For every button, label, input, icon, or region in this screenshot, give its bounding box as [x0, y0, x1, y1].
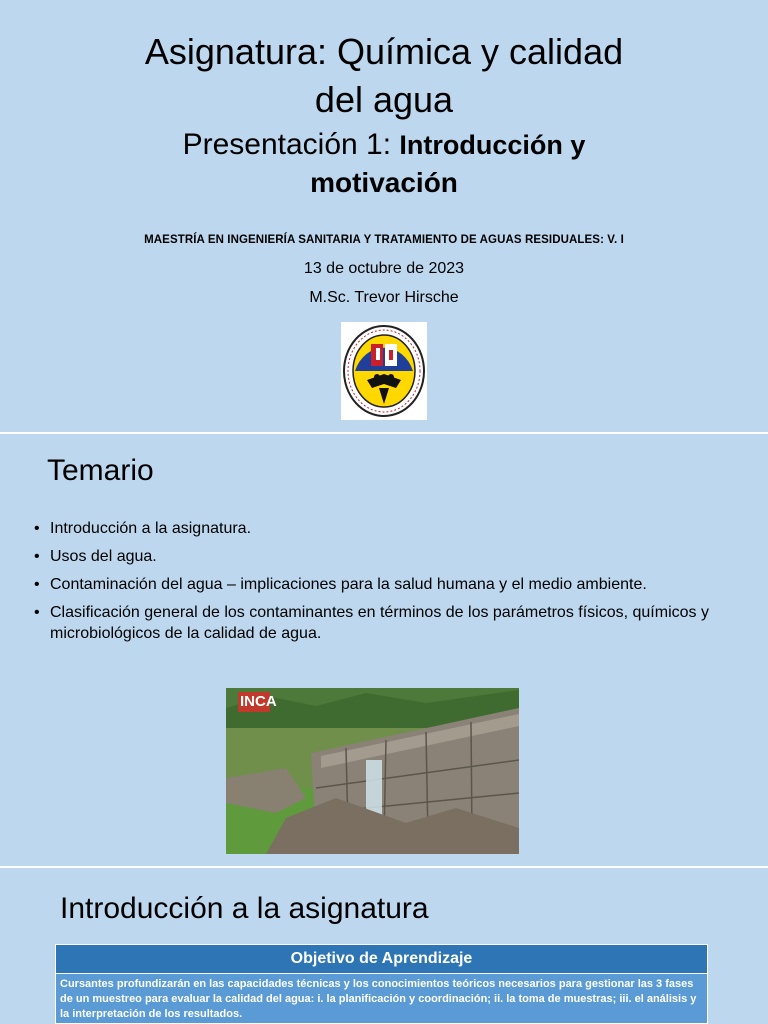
list-item: • Clasificación general de los contaminantes en términos de los parámetros físicos, químicos y microbiológicos de la calidad de agua.: [34, 604, 709, 642]
list-item: • Contaminación del agua – implicaciones para la salud humana y el medio ambiente.: [34, 576, 647, 593]
course-title-line1: Asignatura: Química y calidad: [144, 31, 624, 72]
subtitle-prefix: Presentación 1:: [182, 128, 400, 161]
objective-header: Objetivo de Aprendizaje: [56, 945, 707, 974]
learning-objective-table: [55, 944, 708, 1024]
author-name: M.Sc. Trevor Hirsche: [309, 289, 459, 306]
presentation-date: 13 de octubre de 2023: [303, 260, 465, 277]
agenda-heading: Temario: [47, 454, 154, 487]
course-title-line2: del agua: [314, 79, 454, 120]
bullet-icon: •: [34, 576, 40, 593]
bullet-icon: •: [34, 520, 40, 537]
stone-fountain-photo: [226, 688, 519, 854]
bullet-icon: •: [34, 604, 40, 621]
title-slide: [0, 0, 768, 432]
list-item: • Introducción a la asignatura.: [34, 520, 252, 537]
presentation-subtitle: [0, 126, 768, 164]
program-name: MAESTRÍA EN INGENIERÍA SANITARIA Y TRATAMIENTO DE AGUAS RESIDUALES: V. I: [144, 234, 624, 246]
objective-text: Cursantes profundizarán en las capacidades técnicas y los conocimientos teóricos necesarios para gestionar las 3 fases de un muestreo para evaluar la calidad del agua: i. la planificación y coordinación; ii. la toma de muestras; iii. el análisis y la interpretación de los resultados.: [60, 978, 697, 1020]
agenda-list: [34, 518, 714, 651]
list-item: • Usos del agua.: [34, 548, 157, 565]
university-seal-logo: [341, 322, 427, 420]
subtitle-line2: motivación: [310, 167, 458, 198]
bullet-icon: •: [34, 548, 40, 565]
course-intro-slide: [0, 868, 768, 1024]
subtitle-bold: Introducción y: [399, 130, 586, 160]
intro-heading: Introducción a la asignatura: [60, 892, 429, 925]
photo-watermark: INCA: [240, 693, 277, 710]
agenda-slide: [0, 434, 768, 866]
